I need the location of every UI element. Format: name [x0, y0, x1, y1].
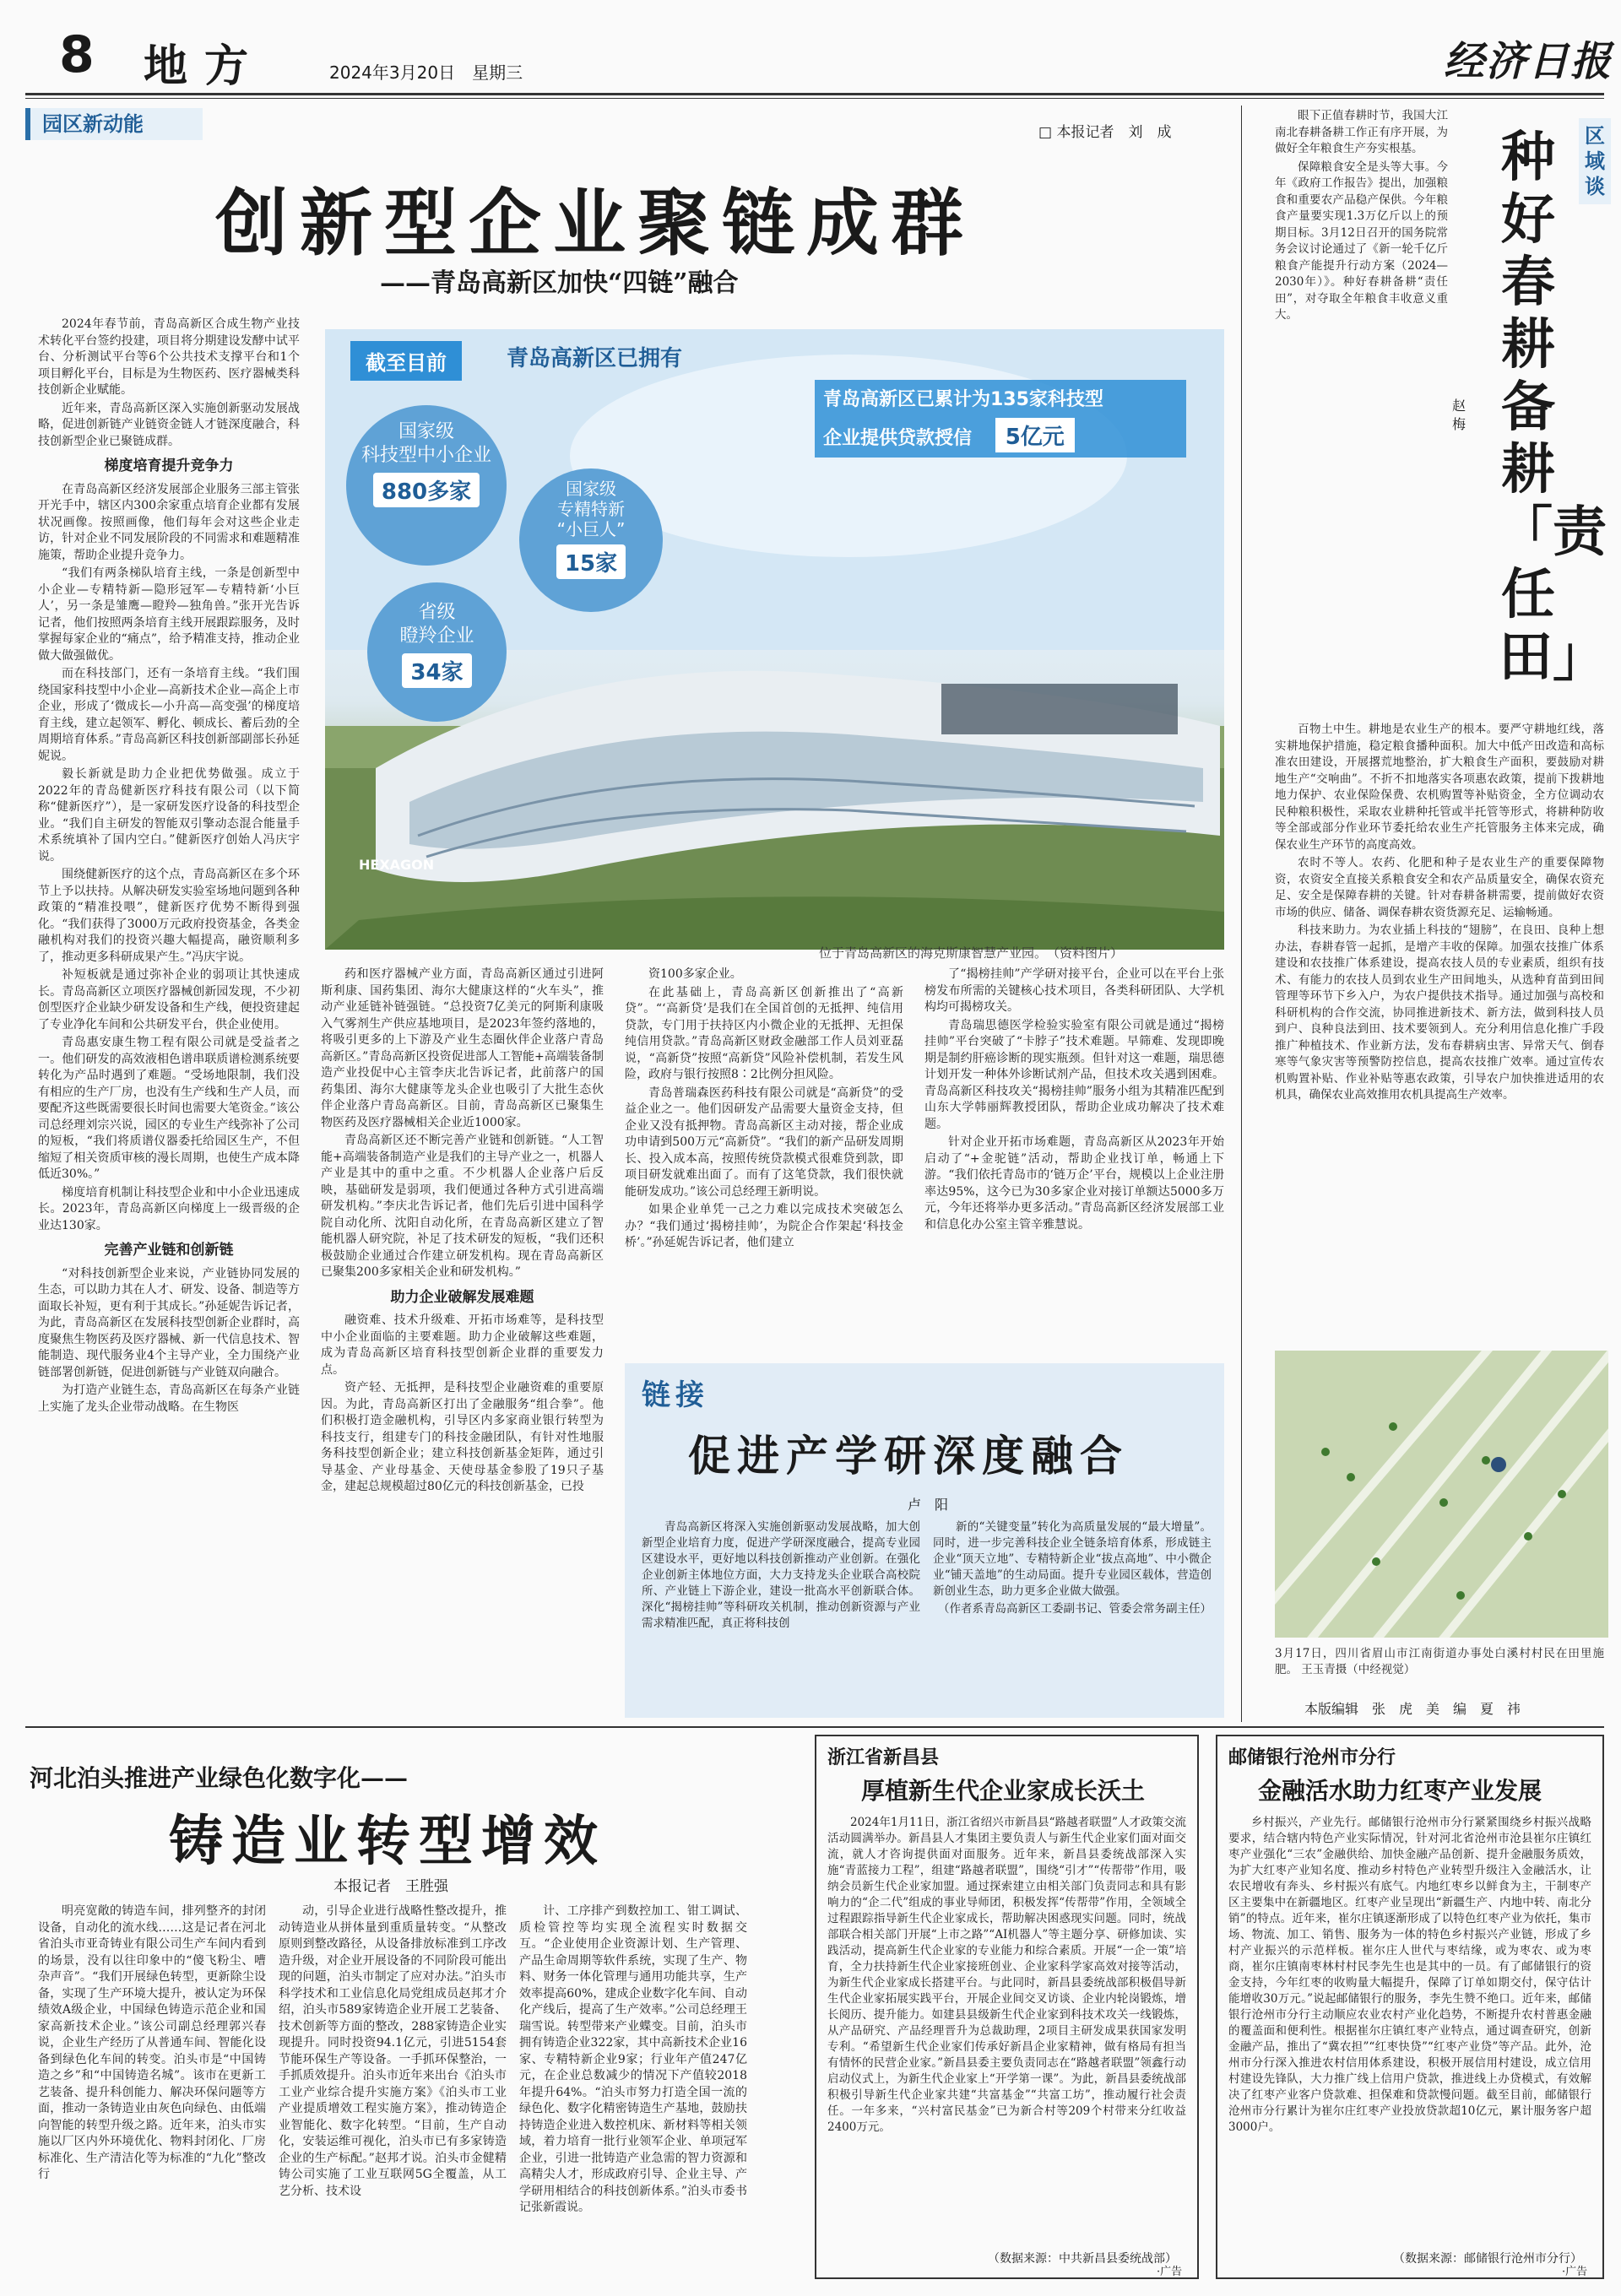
section-name: 地方 [144, 41, 266, 92]
paragraph: 补短板就是通过弥补企业的弱项让其快速成长。青岛高新区立项医疗器械创新园发现，不少初创型医疗企业缺少研发设备和生产线，便投资建起了专业净化车间和公共研发平台，供企业使用。 [38, 968, 300, 1032]
paragraph: 农时不等人。农药、化肥和种子是农业生产的重要保障物资，农资安全直接关系粮食安全和农产品质量安全，确保农资充足、安全是保障春耕的关键。针对春耕备耕需要，提前做好农资市场的供应、储备、调保春耕农资货源充足、运输畅通。 [1275, 856, 1604, 919]
section-tab: 园区新动能 [25, 108, 203, 140]
paragraph: 青岛普瑞森医药科技有限公司就是“高新贷”的受益企业之一。他们因研发产品需要大量资金支持，但企业又没有抵押物。青岛高新区主动对接，帮企业成功申请到500万元“高新贷”。“我们的新产品研发周期长、投入成本高，按照传统贷款模式很难贷到款，即项目研发就难出面了。而有了这笔贷款，我们很快就能研发成功。”该公司总经理王新明说。 [625, 1086, 903, 1199]
stat-label: 国家级 科技型中小企业 [361, 421, 491, 466]
stat-label: 国家级 专精特新 “小巨人” [556, 479, 626, 539]
paragraph: 2024年春节前，青岛高新区合成生物产业技术转化平台签约投建，项目将分期建设发酵中试平台、分析测试平台等6个公共技术支撑平台和1个项目孵化平台，目标是为生物医药、医疗器械类科技创新企业赋能。 [38, 317, 300, 397]
author-note: （作者系青岛高新区工委副书记、管委会常务副主任） [938, 1602, 1212, 1616]
paragraph: 近年来，青岛高新区深入实施创新驱动发展战略，促进创新链产业链资金链人才链深度融合，科技创新型企业已聚链成群。 [38, 401, 300, 448]
ad-box-ad-label: ·广告 [1562, 2266, 1588, 2278]
farmland-photo [1275, 1351, 1608, 1638]
paragraph: 资100多家企业。 [648, 967, 742, 981]
bottom-byline: 本报记者 王胜强 [333, 1878, 448, 1895]
sidebar-author: 赵 梅 [1452, 398, 1480, 432]
paragraph: 资产轻、无抵押，是科技型企业融资难的重要原因。为此，青岛高新区打出了金融服务“组合拳”。他们积极打造金融机构，引导区内多家商业银行转型为科技支行，组建专门的科技金融团队，有针对性地服务科技型创新企业；建立科技创新基金矩阵，通过引导基金、产业母基金、天使母基金参股了19只子基金，建起总规模超过80亿元的科技创新基金，已投 [321, 1381, 604, 1493]
subsection-title: 助力企业破解发展难题 [390, 1288, 534, 1306]
main-subhead: ——青岛高新区加快“四链”融合 [380, 268, 739, 298]
paragraph: 科技来助力。为农业插上科技的“翅膀”，在良田、良种上想办法，春耕春管一起抓，是增产丰收的保障。加强农技推广体系建设和农技推广体系建设，提高农技人员的专业素质，组织有技术、有能力的农技人员到农业生产田间地头，从选种育苗到田间管理等环节下乡入户，为农户提供技术指导。通过加强与高校和科研机构的合作交流，协同推进新技术、新方法，做到科技人员到户、良种良法到田、技术要领到人。充分利用信息化推广手段推广种植技术、作业新方法，发布春耕病虫害、异常天气、倒春寒等气象灾害等预警防控信息，提高农技推广效率。通过宣传农机购置补贴、作业补贴等惠农政策，引导农户加快推进适用的农机具，确保农业高效推用农机具提高生产效率。 [1275, 923, 1604, 1102]
paragraph: 青岛瑞思德医学检验实验室有限公司就是通过“揭榜挂帅”平台突破了“卡脖子”技术难题。早筛难、发现即晚期是制约肝癌诊断的现实瓶颈。但针对这一难题，瑞思德计划开发一种体外诊断试剂产品，但技术攻关遇到困难。青岛高新区科技攻关“揭榜挂帅”服务小组为其精准匹配到山东大学韩丽辉教授团队，帮助企业成功解决了技术难题。 [924, 1018, 1224, 1131]
newspaper-logo: 经济日报 [1444, 38, 1613, 85]
main-column-1 [38, 317, 300, 1752]
bottom-column-2 [279, 1903, 507, 2275]
paragraph: 计、工序排产到数控加工、钳工调试、质检管控等均实现全流程实时数据交互。“企业使用企业资源计划、生产管理、产品生命周期等软件系统，实现了生产、物料、财务一体化管理与通用功能共享，生产效率提高60%，建成企业数字化车间、自动化产线后，提高了生产效率。”公司总经理王瑞雪说。转型带来产业蝶变。目前，泊头市拥有铸造企业322家，其中高新技术企业16家、专精特新企业9家；行业年产值247亿元，在企业总数减少的情况下产值较2018年提升64%。“泊头市努力打造全国一流的绿色化、数字化精密铸造生产基地，鼓励扶持铸造企业进入数控机床、新材料等相关领域，着力培育一批行业领军企业、单项冠军企业，引进一批铸造产业急需的智力资源和高精尖人才，形成政府引导、企业主导、产学研用相结合的科技创新体系。”泊头市委书记张新霞说。 [519, 1904, 747, 2214]
ad-box-title: 厚植新生代企业家成长沃土 [861, 1777, 1146, 1805]
bottom-headline: 铸造业转型增效 [169, 1811, 606, 1873]
ad-box-source: （数据来源：中共新昌县委统战部） [988, 2252, 1177, 2266]
paragraph: 毅长新就是助力企业把优势做强。成立于2022年的青岛健新医疗科技有限公司（以下简称“健新医疗”），是一家研发医疗设备的科技型企业。“我们自主研发的智能双引擎动态混合能量手术系统填补了国内空白。”健新医疗创始人冯庆宇说。 [38, 767, 300, 864]
infographic-banner: 截至目前 [350, 341, 462, 381]
paragraph: 梯度培育机制让科技型企业和中小企业迅速成长。2023年，青岛高新区向梯度上一级晋级的企业达130家。 [38, 1185, 300, 1232]
paragraph: 明亮宽敞的铸造车间，排列整齐的封闭设备，自动化的流水线……这是记者在河北省泊头市亚奇铸业有限公司生产车间内看到的场景，没有以往印象中的“傻飞粉尘、嘈杂声音”。“我们开展绿色转型，更新除尘设备，实现了生产环境大提升，被认定为环保绩效A级企业，中国绿色铸造示范企业和国家高新技术企业。”该公司副总经理郭兴春说，企业生产经历了从普通车间、智能化设备到绿色化车间的转变。泊头市是“中国铸造之乡”和“中国铸造名城”。该市在更新工艺装备、提升科创能力、解决环保问题等方面，推动一条铸造业由灰色向绿色、由低端向智能的转型升级之路。近年来，泊头市实施以厂区内外环境优化、物料封闭化、厂房标准化、生产清洁化等为标准的“九化”整改行 [38, 1904, 266, 2181]
paragraph: 保障粮食安全是头等大事。今年《政府工作报告》提出，加强粮食和重要农产品稳产保供。今年粮食产量要实现1.3万亿斤以上的预期目标。3月12日召开的国务院常务会议讨论通过了《新一轮千亿斤粮食产能提升行动方案（2024—2030年）》。种好春耕备耕“责任田”，对夺取全年粮食丰收意义重大。 [1275, 160, 1448, 322]
subsection-title: 完善产业链和创新链 [104, 1242, 234, 1259]
field-illustration [1275, 1351, 1608, 1638]
paragraph: 新的“关键变量”转化为高质量发展的“最大增量”。同时，进一步完善科技企业全链条培育体系，形成链主企业“顶天立地”、专精特新企业“拔点高地”、中小微企业“铺天盖地”的生动局面。提升专业园区载体，营造创新创业生态，助力更多企业做大做强。 [933, 1520, 1212, 1598]
masthead-rule [25, 93, 1604, 95]
issue-date: 2024年3月20日 星期三 [329, 62, 523, 83]
paragraph: 为打造产业链生态，青岛高新区在每条产业链上实施了龙头企业带动战略。在生物医 [38, 1384, 300, 1414]
paragraph: 了“揭榜挂帅”产学研对接平台，企业可以在平台上张榜发布所需的关键核心技术项目，各类科研团队、大学机构均可揭榜攻关。 [924, 967, 1224, 1014]
stat-bubble-little-giants [519, 468, 663, 612]
paragraph: 在青岛高新区经济发展部企业服务三部主管张开光手中，辖区内300余家重点培育企业都有发展状况画像。按照画像，他们每年会对这些企业走访，针对企业不同发展阶段的不同需求和难题精准施策，帮助企业提升竞争力。 [38, 482, 300, 562]
photo-credit: 王玉青摄（中经视觉） [1301, 1663, 1416, 1676]
link-column-a [642, 1519, 920, 1709]
loan-stat [815, 380, 1186, 458]
page-number: 8 [59, 25, 95, 84]
paragraph: 乡村振兴，产业先行。邮储银行沧州市分行紧紧围绕乡村振兴战略要求，结合辖内特色产业实际情况，针对河北省沧州市沧县崔尔庄镇红枣产业强化“三农”金融供给、加快金融产品创新、提升金融服务质效，为扩大红枣产业知名度、推动乡村特色产业转型升级注入金融活水，让农民增收有奔头、乡村振兴有底气。内地红枣乡以鲜食为主，干制枣产区主要集中在新疆地区。红枣产业呈现出“新疆生产、内地中转、南北分销”的特点。近年来，崔尔庄镇逐渐形成了以特色红枣产业为依托，集市场、物流、加工、销售、服务为一体的特色乡村振兴产业链，形成了乡村产业振兴的示范样板。崔尔庄人世代与枣结缘，或为枣农、或为枣商，崔尔庄镇南枣林村村民李先生也是其中的一员。有了邮储银行的资金支持，今年红枣的收购量大幅提升，保障了订单如期交付，保守估计能增收30万元。”说起邮储银行的服务，李先生赞不绝口。近年来，邮储银行沧州市分行主动顺应农业农村产业化趋势，不断提升农村普惠金融的覆盖面和便利性。根据崔尔庄镇红枣产业特点，通过调查研究，创新金融产品，推出了“冀农担”“红枣快贷”“红枣产业贷”等产品。此外，沧州市分行深入推进农村信用体系建设，积极开展信用村建设，成立信用村建设先锋队，大力推广线上信用户贷款，推进线上办贷模式，有效解决了红枣产业客户贷款难、担保难和贷款慢问题。截至目前，邮储银行沧州市分行累计为崔尔庄红枣产业投放贷款超10亿元，累计服务客户超3000户。 [1228, 1816, 1591, 2134]
sidebar-tab: 区域谈 [1579, 118, 1611, 204]
loan-stat-value: 5亿元 [995, 418, 1075, 452]
link-column-b [933, 1519, 1212, 1709]
paragraph: 青岛高新区将深入实施创新驱动发展战略，加大创新型企业培育力度，促进产学研深度融合，提高专业园区建设水平，更好地以科技创新推动产业创新。在强化企业创新主体地位方面，大力支持龙头企业联合高校院所、产业链上下游企业，建设一批高水平创新联合体。深化“揭榜挂帅”等科研攻关机制，推动创新资源与产业需求精准匹配，真正将科技创 [642, 1520, 920, 1630]
subsection-title: 梯度培育提升竞争力 [104, 458, 234, 474]
sidebar-title: 种好春耕备耕「责任田」 [1499, 127, 1607, 689]
ad-box-tag: 浙江省新昌县 [827, 1747, 940, 1768]
main-column-3 [625, 967, 903, 1355]
paragraph: 动，引导企业进行战略性整改提升，推动铸造业从拼体量到重质量转变。“从整改原则到整改路径，从设备排放标准到工序改造升级，对企业开展设备的不同阶段可能出现的问题，泊头市制定了应对办法。”泊头市科学技术和工业信息化局党组成员赵邦才介绍，泊头市589家铸造企业开展工艺装备、技术创新等方面的整改，288家铸造企业实现提升。同时投资94.1亿元，引进5154套节能环保生产等设备。一手抓环保整治，一手抓质效提升。泊头市近年来出台《泊头市工业产业综合提升实施方案》《泊头市工业产业提质增效工程实施方案》，推动铸造企业智能化、数字化转型。“目前，生产自动化，安装运维可视化，泊头市已有多家铸造企业的生产标配。”赵邦才说。泊头市金健精铸公司实施了工业互联网5G全覆盖，从工艺分析、技术设 [279, 1904, 507, 2198]
paragraph: 2024年1月11日，浙江省绍兴市新昌县“路越者联盟”人才政策交流活动圆满举办。新昌县人才集团主要负责人与新生代企业家们面对面交流，就人才咨询提供面对面服务。近年来，新昌县委统战部深入实施“青蓝接力工程”，组建“路越者联盟”，围绕“引才”“传帮带”作用，吸纳会员新生代企业家加盟。通过探索建立由相关部门负责同志和具有影响力的“企二代”组成的事业导师团，积极发挥“传帮带”作用，全领域全过程跟踪指导新生代企业家成长，帮助解决困惑现实问题。同时，统战部联合相关部门开展“上市之路”“AI机器人”等主题分享、研修加读、实践活动，提高新生代企业家的专业能力和综合素质。开展“一企一策”培育，全力扶持新生代企业家接班创业、企业家科学家高效对接等活动，为新生代企业家成长搭建平台。与此同时，新昌县委统战部积极倡导新生代企业家拓展实践平台，开展企业间交叉访谈、企业内轮岗锻炼，增长阅历、提升能力。如建县县级新生代企业家到科技术攻关一线锻炼，从产品研究、产品经理晋升为总裁助理，2项目主研发成果获国家发明专利。“希望新生代企业家们传承好新昌企业家精神，做有格局有担当有情怀的民营企业家。”新昌县委主要负责同志在“路越者联盟”领鑫行动启动仪式上，为新生代企业家上“开学第一课”。为此，新昌县委统战部积极引导新生代企业家共建“共富基金”“共富工坊”，推动履行社会责任。一年多来，“兴村富民基金”已为新合村等209个村带来分红收益2400万元。 [827, 1816, 1186, 2134]
page-editors: 本版编辑 张 虎 美 编 夏 祎 [1304, 1701, 1521, 1717]
photo-caption [1275, 1646, 1604, 1684]
section-rule [25, 1726, 1604, 1728]
paragraph: 百物土中生。耕地是农业生产的根本。要严守耕地红线，落实耕地保护措施，稳定粮食播种面积。加大中低产田改造和高标准农田建设，开展撂荒地整治，扩大粮食生产面积，要鼓励对耕地生产“交响曲”。不折不扣地落实各项惠农政策，提前下拨耕地地力保护、农业保险保费、农机购置等补贴资金，全方位调动农民种粮积极性，采取农业耕种托管或半托管等形式，将耕种防收等全部或部分作业环节委托给农业生产托管服务主体来完成，确保农业生产环节的高度高效。 [1275, 723, 1604, 852]
paragraph: 融资难、技术升级难、开拓市场难等，是科技型中小企业面临的主要难题。助力企业破解这些难题，成为青岛高新区培育科技型创新企业群的重要发力点。 [321, 1313, 604, 1377]
bottom-column-1 [38, 1903, 266, 2275]
loan-stat-text2: 企业提供贷款授信 [823, 428, 973, 449]
ad-box-ad-label: ·广告 [1157, 2266, 1183, 2278]
image-caption: 位于青岛高新区的海克斯康智慧产业园。 （资料图片） [819, 945, 1124, 961]
stat-bubble-gazelle [367, 582, 507, 722]
paragraph: 针对企业开拓市场难题，青岛高新区从2023年开始启动了“+金驼链”活动，帮助企业找订单，畅通上下游。“我们依托青岛市的‘链万企’平台，规模以上企业注册率达95%，这今已为30多家企业对接订单额达5000多万元，今年还将举办更多活动。”青岛高新区经济发展部工业和信息化办公室主管辛雅慧说。 [924, 1135, 1224, 1232]
ad-box-title: 金融活水助力红枣产业发展 [1258, 1777, 1542, 1805]
stat-label: 省级 瞪羚企业 [399, 602, 474, 647]
paragraph: 而在科技部门，还有一条培育主线。“我们围绕国家科技型中小企业—高新技术企业—高企上市企业，形成了‘微成长—小升高—高变强’的梯度培育主线，建立起领军、孵化、顿成长、蓄后劲的全周期培育体系。”青岛高新区科技创新部副部长孙延妮说。 [38, 667, 300, 763]
main-byline: □ 本报记者 刘 成 [1038, 124, 1172, 141]
link-author: 卢 阳 [908, 1497, 949, 1513]
column-divider [1241, 106, 1242, 1722]
paragraph: 青岛高新区还不断完善产业链和创新链。“人工智能+高端装备制造产业是我们的主导产业之一，机器人产业是其中的重中之重。不少机器人企业落户后反映，基础研发是弱项，我们便通过各种方式引进高端研发机构。”李庆北告诉记者，他们先后引进中国科学院自动化所、沈阳自动化所，在青岛高新区建立了智能机器人研究院，补足了技术研发的短板，“我们还积极鼓励企业通过合作建立研发机构。现在青岛高新区已聚集200多家相关企业和研发机构。” [321, 1134, 604, 1279]
loan-stat-text: 青岛高新区已累计为135家科技型 [823, 389, 1103, 410]
bottom-pre-title: 河北泊头推进产业绿色化数字化—— [30, 1764, 409, 1792]
ad-box-text [827, 1815, 1186, 2237]
infographic-banner-sub: 青岛高新区已拥有 [507, 346, 683, 371]
main-headline: 创新型企业聚链成群 [215, 181, 975, 266]
bottom-column-3 [519, 1903, 747, 2275]
sidebar-column-wide [1275, 722, 1604, 1329]
stat-value: 15家 [556, 544, 626, 579]
ad-box-text [1228, 1815, 1591, 2237]
paragraph: 在此基础上，青岛高新区创新推出了“高新贷”。“‘高新贷’是我们在全国首创的无抵押、纯信用贷款，专门用于扶持区内小微企业的无抵押、无担保纯信用贷款。”青岛高新区财政金融部工作人员刘亚磊说，“高新贷”按照“高新贷”风险补偿机制，若发生风险，政府与银行按照8∶2比例分担风险。 [625, 985, 903, 1081]
sidebar-column-narrow [1275, 108, 1448, 716]
paragraph: 药和医疗器械产业方面，青岛高新区通过引进阿斯利康、国药集团、海尔大健康这样的“火车头”，推动产业延链补链强链。“总投资7亿美元的阿斯利康吸入气雾剂生产供应基地项目，是2023年签约落地的，将吸引更多的上下游及产业生态圈伙伴企业落户青岛高新区。”青岛高新区投资促进部人工智能+高端装备制造产业投促中心主管李庆北告诉记者，此前落户的国药集团、海尔大健康等龙头企业也吸引了大批生态伙伴企业落户青岛高新区。目前，青岛高新区已聚集生物医药及医疗器械相关企业近1000家。 [321, 967, 604, 1129]
photo-caption-text: 3月17日，四川省眉山市江南街道办事处白溪村村民在田里施肥。 [1275, 1647, 1604, 1676]
paragraph: 眼下正值春耕时节，我国大江南北春耕备耕工作正有序开展，为做好全年粮食生产夯实根基。 [1275, 109, 1448, 155]
main-column-4 [924, 967, 1224, 1355]
main-column-2 [321, 967, 604, 1752]
stat-bubble-tech-smes [346, 405, 507, 566]
building-sign: HEXAGON [359, 857, 435, 873]
ad-box-source: （数据来源：邮储银行沧州市分行） [1393, 2252, 1582, 2266]
masthead-rule-thin [25, 98, 1604, 99]
paragraph: 如果企业单凭一己之力难以完成技术突破怎么办？“我们通过‘揭榜挂帅’，为院企合作架起‘科技金桥’。”孙延妮告诉记者，他们建立 [625, 1203, 903, 1249]
paragraph: “我们有两条梯队培育主线，一条是创新型中小企业—专精特新—隐形冠军—专精特新‘小巨人’，另一条是雏鹰—瞪羚—独角兽。”张开光告诉记者，他们按照两条培育主线开展跟踪服务，及时掌握每家企业的“痛点”，给予精准支持，推动企业做大做强做优。 [38, 566, 300, 663]
ad-box-tag: 邮储银行沧州市分行 [1228, 1747, 1396, 1768]
infographic-image [325, 329, 1224, 950]
stat-value: 880多家 [373, 473, 480, 507]
paragraph: “对科技创新型企业来说，产业链协同发展的生态，可以助力其在人才、研发、设备、制造等方面取长补短，更有利于其成长。”孙延妮告诉记者，为此，青岛高新区在发展科技型创新企业群时，高度聚焦生物医药及医疗器械、新一代信息技术、智能制造、现代服务业4个主导产业，全力围绕产业链部署创新链，促进创新链与产业链双向融合。 [38, 1266, 300, 1379]
stat-value: 34家 [402, 653, 471, 688]
paragraph: 青岛惠安康生物工程有限公司就是受益者之一。他们研发的高效液相色谱串联质谱检测系统要转化为产品时遇到了难题。“受场地限制，我们没有相应的生产厂房，也没有生产线和生产人员，而要配齐这些既需要很长时间也需要大笔资金。”该公司总经理刘宗兴说，园区的专业生产线弥补了公司的短板，“我们将质谱仪器委托给园区生产，不但缩短了相关资质审核的漫长周期，也使生产成本降低近30%。” [38, 1036, 300, 1181]
link-tag: 链接 [642, 1378, 709, 1412]
link-title: 促进产学研深度融合 [688, 1432, 1129, 1481]
paragraph: 围绕健新医疗的这个点，青岛高新区在多个环节上予以扶持。从解决研发实验室场地问题到各种政策的“精准投喂”，健新医疗优势不断得到强化。“我们获得了3000万元政府投资基金，各类金融机构对我们的投资兴趣大幅提高，融资顺利多了，推动更多科研成果产生。”冯庆宇说。 [38, 868, 300, 964]
